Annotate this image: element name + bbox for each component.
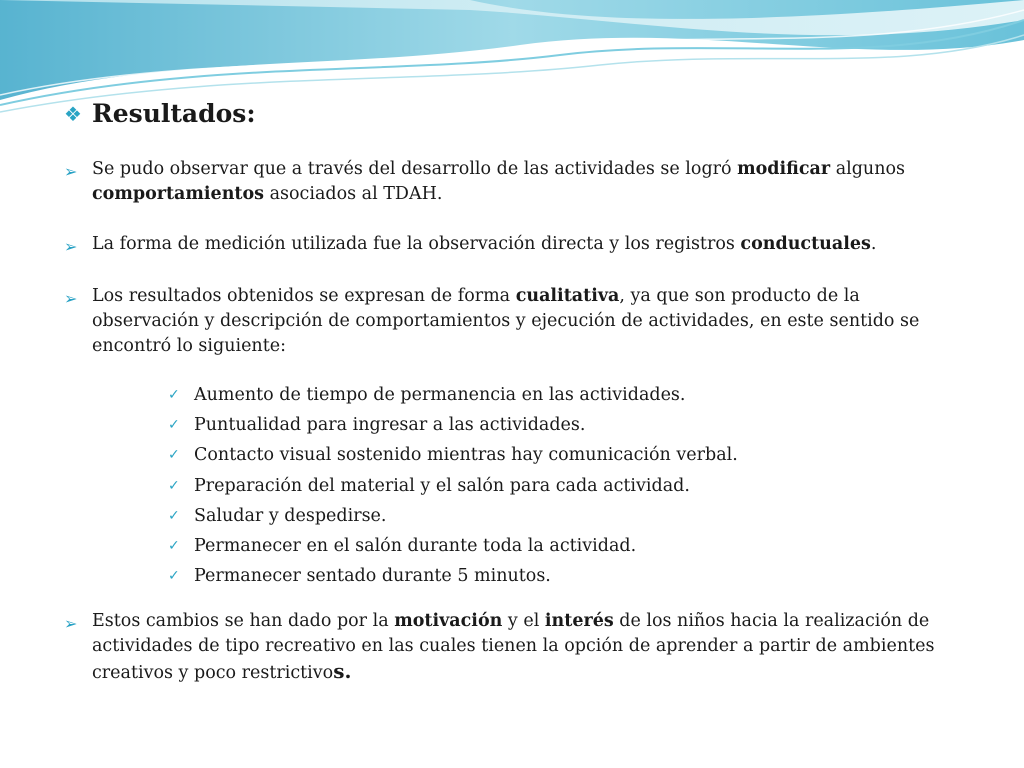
checkmark-icon: ✓ [168, 417, 180, 434]
arrow-bullet-icon: ➢ [64, 237, 78, 256]
bullet-item: ➢ La forma de medición utilizada fue la observación directa y los registros conductuales. [64, 232, 964, 257]
checkmark-icon: ✓ [168, 507, 180, 524]
arrow-bullet-icon: ➢ [64, 162, 78, 181]
bullet-item: ➢ Los resultados obtenidos se expresan de forma cualitativa, ya que son producto de la observación y descripción de comportamientos y ejecución de actividades, en este sentido se encontró lo siguiente: [64, 286, 920, 356]
arrow-bullet-icon: ➢ [64, 614, 78, 633]
findings-checklist [168, 380, 988, 591]
check-item: ✓ Preparación del material y el salón para cada actividad. [168, 471, 988, 501]
checkmark-icon: ✓ [168, 387, 180, 403]
checkmark-icon: ✓ [168, 568, 180, 585]
checkmark-icon: ✓ [168, 447, 180, 464]
check-item: ✓ Contacto visual sostenido mientras hay comunicación verbal. [168, 440, 988, 470]
checkmark-icon: ✓ [168, 538, 180, 555]
arrow-bullet-icon: ➢ [64, 289, 78, 308]
diamond-bullet-icon: ❖ [64, 102, 82, 126]
check-item: ✓ Permanecer en el salón durante toda la actividad. [168, 531, 988, 561]
check-item: ✓ Permanecer sentado durante 5 minutos. [168, 561, 988, 591]
check-item: ✓ Puntualidad para ingresar a las actividades. [168, 410, 988, 440]
check-item: ✓ Aumento de tiempo de permanencia en las actividades. [168, 380, 988, 410]
bullet-item: ➢ Estos cambios se han dado por la motivación y el interés de los niños hacia la realización de actividades de tipo recreativo en las cuales tienen la opción de aprender a partir de ambientes creativos y poco restrictivos. [64, 611, 935, 683]
bullet-item: ➢ Se pudo observar que a través del desarrollo de las actividades se logró modificar algunos comportamientos asociados al TDAH. [64, 159, 905, 204]
check-item: ✓ Saludar y despedirse. [168, 501, 988, 531]
checkmark-icon: ✓ [168, 477, 180, 494]
slide-title [64, 96, 256, 132]
slide-title-text: Resultados: [91, 99, 256, 128]
